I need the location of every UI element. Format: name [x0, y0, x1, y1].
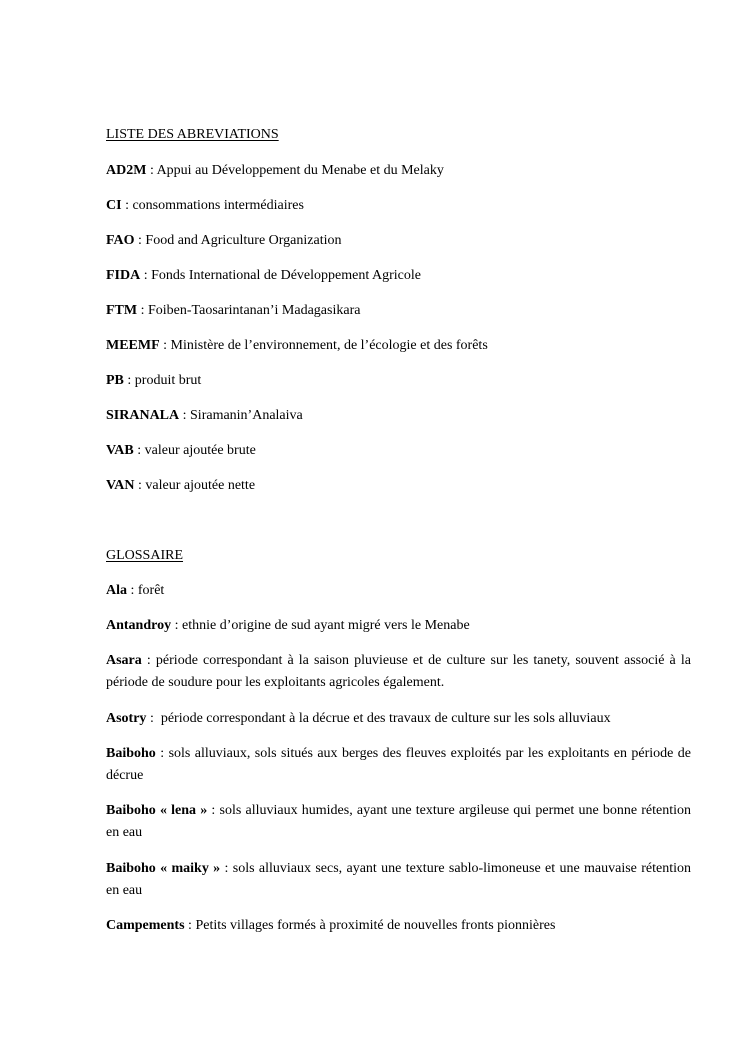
glossary-entry: Baiboho « lena » : sols alluviaux humides, ayant une texture argileuse qui permet une bonne rétention en eau [106, 803, 691, 840]
abbreviation-definition: Appui au Développement du Menabe et du Melaky [156, 163, 444, 178]
abbreviation-definition: Ministère de l’environnement, de l’écologie et des forêts [170, 338, 488, 353]
abbreviation-term: FAO [106, 233, 135, 248]
glossary-definition: Petits villages formés à proximité de nouvelles fronts pionnières [195, 918, 556, 933]
glossary-term: Campements [106, 918, 185, 933]
glossary-term: Baiboho [106, 746, 156, 761]
glossary-term: Antandroy [106, 618, 172, 633]
glossary-entry: Campements : Petits villages formés à proximité de nouvelles fronts pionnières [106, 918, 556, 933]
abbreviation-term: PB [106, 373, 124, 388]
glossary-definition: sols alluviaux humides, ayant une texture argileuse qui permet une bonne rétention en eau [106, 803, 691, 840]
abbreviation-definition: consommations intermédiaires [132, 198, 304, 213]
glossary-term: Asotry [106, 711, 147, 726]
glossary-entry: Asara : période correspondant à la saison pluvieuse et de culture sur les tanety, souvent associé à la période de soudure pour les exploitants agricoles également. [106, 653, 691, 690]
glossary-term: Ala [106, 583, 127, 598]
abbreviation-term: FTM [106, 303, 138, 318]
abbreviation-term: VAB [106, 443, 134, 458]
glossary-entry: Antandroy : ethnie d’origine de sud ayant migré vers le Menabe [106, 618, 470, 633]
abbreviation-entry: FTM : Foiben-Taosarintanan’i Madagasikara [106, 303, 361, 318]
abbreviation-definition: produit brut [134, 373, 202, 388]
abbreviation-term: AD2M [106, 163, 147, 178]
glossary-definition: sols alluviaux secs, ayant une texture sablo-limoneuse et une mauvaise rétention en eau [106, 861, 691, 898]
abbreviation-term: MEEMF [106, 338, 160, 353]
abbreviation-definition: valeur ajoutée nette [145, 478, 256, 493]
abbreviation-term: FIDA [106, 268, 141, 283]
glossary-heading: GLOSSAIRE [106, 548, 184, 563]
abbreviation-entry: PB : produit brut [106, 373, 202, 388]
glossary-definition: forêt [137, 583, 165, 598]
glossary-definition: période correspondant à la décrue et des travaux de culture sur les sols alluviaux [160, 711, 611, 726]
abbreviation-entry: FIDA : Fonds International de Développement Agricole [106, 268, 421, 283]
abbreviation-term: VAN [106, 478, 135, 493]
glossary-term: Asara [106, 653, 142, 668]
abbreviation-entry: VAB : valeur ajoutée brute [106, 443, 256, 458]
abbreviation-entry: MEEMF : Ministère de l’environnement, de l’écologie et des forêts [106, 338, 488, 353]
abbreviations-heading: LISTE DES ABREVIATIONS [106, 127, 279, 142]
abbreviation-entry: VAN : valeur ajoutée nette [106, 478, 256, 493]
glossary-entry: Baiboho « maiky » : sols alluviaux secs, ayant une texture sablo-limoneuse et une mauvaise rétention en eau [106, 861, 691, 898]
glossary-definition: ethnie d’origine de sud ayant migré vers le Menabe [181, 618, 470, 633]
abbreviation-entry: FAO : Food and Agriculture Organization [106, 233, 342, 248]
glossary-entry: Ala : forêt [106, 583, 165, 598]
glossary-entry: Baiboho : sols alluviaux, sols situés aux berges des fleuves exploités par les exploitants en période de décrue [106, 746, 691, 783]
abbreviation-definition: Foiben-Taosarintanan’i Madagasikara [148, 303, 361, 318]
glossary-definition: sols alluviaux, sols situés aux berges des fleuves exploités par les exploitants en période de décrue [106, 746, 691, 783]
abbreviation-entry: AD2M : Appui au Développement du Menabe et du Melaky [106, 163, 444, 178]
abbreviation-term: SIRANALA [106, 408, 180, 423]
abbreviation-definition: Siramanin’Analaiva [190, 408, 303, 423]
abbreviation-term: CI [106, 198, 122, 213]
abbreviation-entry: CI : consommations intermédiaires [106, 198, 304, 213]
abbreviation-entry: SIRANALA : Siramanin’Analaiva [106, 408, 303, 423]
glossary-definition: période correspondant à la saison pluvieuse et de culture sur les tanety, souvent associé à la période de soudure pour les exploitants agricoles également. [106, 653, 691, 690]
glossary-term: Baiboho « maiky » [106, 861, 221, 876]
abbreviation-definition: Fonds International de Développement Agricole [151, 268, 421, 283]
abbreviation-definition: Food and Agriculture Organization [145, 233, 342, 248]
glossary-entry: Asotry : période correspondant à la décrue et des travaux de culture sur les sols alluviaux [106, 711, 611, 726]
glossary-term: Baiboho « lena » [106, 803, 208, 818]
abbreviation-definition: valeur ajoutée brute [144, 443, 256, 458]
